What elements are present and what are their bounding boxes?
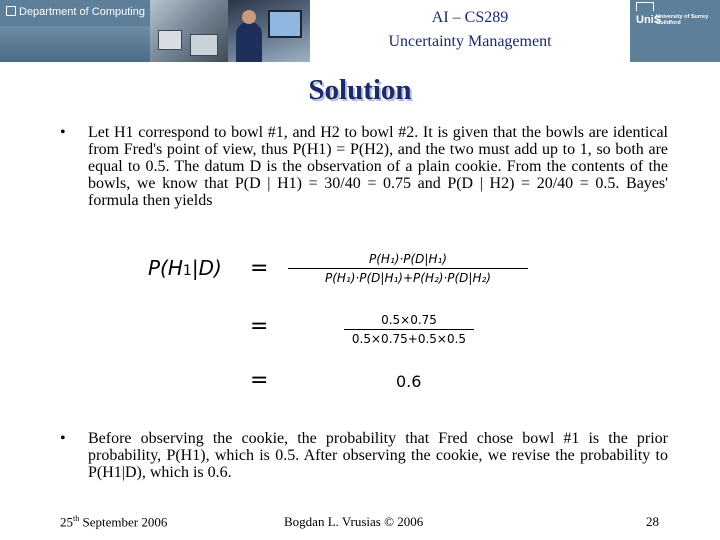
header-title-box bbox=[310, 0, 630, 62]
course-title: AI – CS289 bbox=[431, 9, 509, 26]
fraction-bar bbox=[288, 268, 528, 269]
university-name-line2: Guildford bbox=[656, 20, 681, 26]
department-logo-mark-icon bbox=[6, 6, 16, 16]
equals-sign: = bbox=[250, 256, 269, 281]
university-short-name: UniS bbox=[636, 14, 662, 26]
fraction-step1-denominator: P(H₁)·P(D|H₁)+P(H₂)·P(D|H₂) bbox=[325, 271, 491, 285]
university-logo bbox=[632, 0, 720, 62]
department-name: Department of Computing bbox=[19, 6, 145, 18]
bullet-text-2: Before observing the cookie, the probability that Fred chose bowl #1 is the prior probability, P(H1), which is 0.5. After observing the cookie, we revise the probability to P(H1|D), which is 0.6. bbox=[88, 430, 668, 481]
department-logo bbox=[6, 6, 145, 18]
university-crest-icon bbox=[636, 2, 654, 11]
equation-lhs-end: |D) bbox=[191, 256, 222, 280]
equation-lhs bbox=[148, 256, 222, 280]
equation-lhs-main: P(H bbox=[148, 256, 183, 280]
equals-sign: = bbox=[250, 314, 269, 339]
course-topic: Uncertainty Management bbox=[388, 33, 552, 50]
fraction-step2-denominator: 0.5×0.75+0.5×0.5 bbox=[351, 332, 467, 346]
equation-lhs-subscript: 1 bbox=[182, 263, 192, 279]
fraction-step1-numerator: P(H₁)·P(D|H₁) bbox=[369, 252, 447, 266]
equals-sign: = bbox=[250, 368, 269, 393]
department-band bbox=[0, 26, 150, 62]
fraction-step1 bbox=[288, 252, 528, 285]
fraction-bar bbox=[344, 329, 474, 330]
slide-title: Solution bbox=[308, 74, 412, 106]
monitor-icon bbox=[158, 30, 182, 50]
bullet-text-1: Let H1 correspond to bowl #1, and H2 to bowl #2. It is given that the bowls are identical from Fred's point of view, thus P(H1) = P(H2), and the two must add up to 1, so both are equal to 0.5. The datum D is the observation of a plain cookie. From the contents of the bowls, we know that P(D | H1) = 30/40 = 0.75 and P(D | H2) = 20/40 = 0.5. Bayes' formula then yields bbox=[88, 124, 668, 209]
bullet-marker: • bbox=[60, 124, 66, 141]
slide-header bbox=[0, 0, 720, 62]
footer-date-suffix: th bbox=[73, 514, 80, 523]
fraction-step2 bbox=[344, 313, 474, 346]
header-photo-students bbox=[228, 0, 310, 62]
page-number: 28 bbox=[646, 514, 659, 529]
person-head-icon bbox=[242, 10, 256, 24]
footer-date bbox=[60, 514, 167, 530]
footer-date-day: 25 bbox=[60, 514, 73, 530]
footer-author: Bogdan L. Vrusias © 2006 bbox=[284, 514, 424, 529]
bullet-marker: • bbox=[60, 430, 66, 447]
university-name-line1: University of Surrey bbox=[656, 14, 709, 20]
monitor-icon bbox=[190, 34, 218, 56]
equation-result: 0.6 bbox=[396, 372, 422, 391]
person-icon bbox=[236, 22, 262, 62]
header-photo-lab bbox=[150, 0, 228, 62]
fraction-step2-numerator: 0.5×0.75 bbox=[381, 313, 437, 327]
screen-icon bbox=[268, 10, 302, 38]
footer-date-rest: September 2006 bbox=[79, 514, 168, 530]
